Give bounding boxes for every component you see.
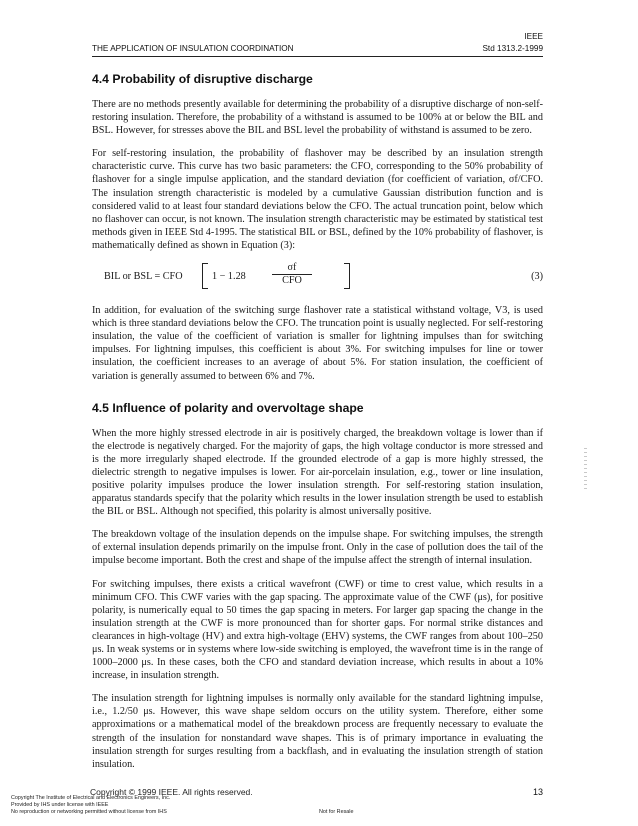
not-for-resale-label: Not for Resale [319,809,354,815]
margin-scan-mark [584,448,587,490]
equation-right-bracket [344,263,350,289]
paragraph-4-4-3: In addition, for evaluation of the switching surge flashover rate a statistical withstand voltage, V3, is used which is three standard deviations below the CFO. The truncation point is usually neglected. For self-restoring insulation, the value of the coefficient of variation is smaller for lightning impulses than for switching impulses. For lightning impulses, this coefficient is about 3%. For switching impulses for line or tower insulation, the coefficient increases to an average of about 5%. For station insulation, the coefficient of variation is generally assumed to between 6% and 7%. [92,305,543,382]
license-line-2: Provided by IHS under license with IEEE [11,802,109,808]
equation-inner-term: 1 − 1.28 [212,271,246,283]
paragraph-4-5-4: The insulation strength for lightning impulses is normally only available for the standard lightning impulse, i.e., 1.2/50 μs. However, this wave shape seldom occurs on the utility system. Therefore, either some approximations or a mathematical model of the breakdown process are frequently necessary to evaluate the strength of the insulation for nonstandard wave shapes. This is of primary importance in evaluating the insulation strength for surges resulting from a backflash, and in evaluating the insulation strength of station insulation. [92,693,543,770]
header-std-number: Std 1313.2-1999 [482,44,543,53]
header-org: IEEE [524,32,543,41]
equation-number: (3) [531,271,543,283]
equation-lhs: BIL or BSL = CFO [104,271,183,283]
paragraph-4-4-2: For self-restoring insulation, the probability of flashover may be described by an insulation strength characteristic curve. This curve has two basic parameters: the CFO, corresponding to the 50% probability of flashover for a single impulse application, and the standard deviation (for coefficient of variation, σf/CFO. The insulation strength characteristic is modeled by a cumulative Gaussian distribution function and is considered valid to at least four standard deviations below the CFO. The actual truncation point, below which no flashover can occur, is not known. The insulation strength characteristic may be estimated by statistical test methods given in IEEE Std 4-1995. The statistical BIL or BSL, defined by the 10% probability of flashover, is mathematically defined as shown in Equation (3): [92,148,543,251]
footer-copyright: Copyright © 1999 IEEE. All rights reserved. [90,787,253,797]
paragraph-4-5-2: The breakdown voltage of the insulation depends on the impulse shape. For switching impulses, the strength of external insulation depends primarily on the impulse front. Only in the case of pollution does the tail of the impulse become important. Both the crest and shape of the impulse affect the strength of internal insulation. [92,529,543,567]
page-body [92,72,543,781]
paragraph-4-5-3: For switching impulses, there exists a critical wavefront (CWF) or time to crest value, which results in a minimum CFO. This CWF varies with the gap spacing. The approximate value of the CWF (μs), for positive polarity, is numerically equal to 50 times the gap spacing in meters. For larger gap spacing the change in the insulation strength at the CWF is more pronounced than for shorter gaps. For normal strike distances and clearances in high-voltage (HV) and extra high-voltage (EHV) systems, the CWF ranges from about 100–250 μs. In weak systems or in systems where low-side switching is employed, the wavefront time is in the range of 1000–2000 μs. In these cases, both the CFO and standard deviation increase, which results in about a 10% increase, in insulation strength. [92,578,543,682]
paragraph-4-4-1: There are no methods presently available for determining the probability of a disruptive discharge of non-self-restoring insulation. Therefore, the probability of a withstand is assumed to be 100% at or below the BIL and BSL. However, for stresses above the BIL and BSL level the probability of withstand is assumed to be zero. [92,99,543,137]
header-title: THE APPLICATION OF INSULATION COORDINATION [92,44,294,53]
equation-left-bracket [202,263,208,289]
paragraph-4-5-1: When the more highly stressed electrode in air is positively charged, the breakdown voltage is lower than if the electrode is negatively charged. For the majority of gaps, the high voltage conductor is more stressed and is the more irregularly shaped electrode. If the grounded electrode of a gap is more highly stressed, the dielectric strength to negative impulses is lower. For air-porcelain insulation, e.g., tower or line insulation, positive polarity impulses produce the lower insulation strength. For self-restoring station insulation, apparatus standards specify that the polarity which results in the lower insulation strength be used to establish the BIL or BSL. Although not specified, this polarity is almost universally positive. [92,427,543,518]
license-line-3: No reproduction or networking permitted without license from IHS [11,809,167,815]
header-rule [92,56,543,57]
page-number: 13 [532,787,543,797]
equation-numerator: σf [272,262,312,275]
section-heading-4-5: 4.5 Influence of polarity and overvoltage shape [92,400,364,415]
equation-3 [92,262,543,296]
license-line-1: Copyright The Institute of Electrical and Electronics Engineers, Inc. [11,795,171,801]
equation-denominator: CFO [282,275,302,287]
section-heading-4-4: 4.4 Probability of disruptive discharge [92,72,313,86]
equation-fraction [272,262,312,287]
